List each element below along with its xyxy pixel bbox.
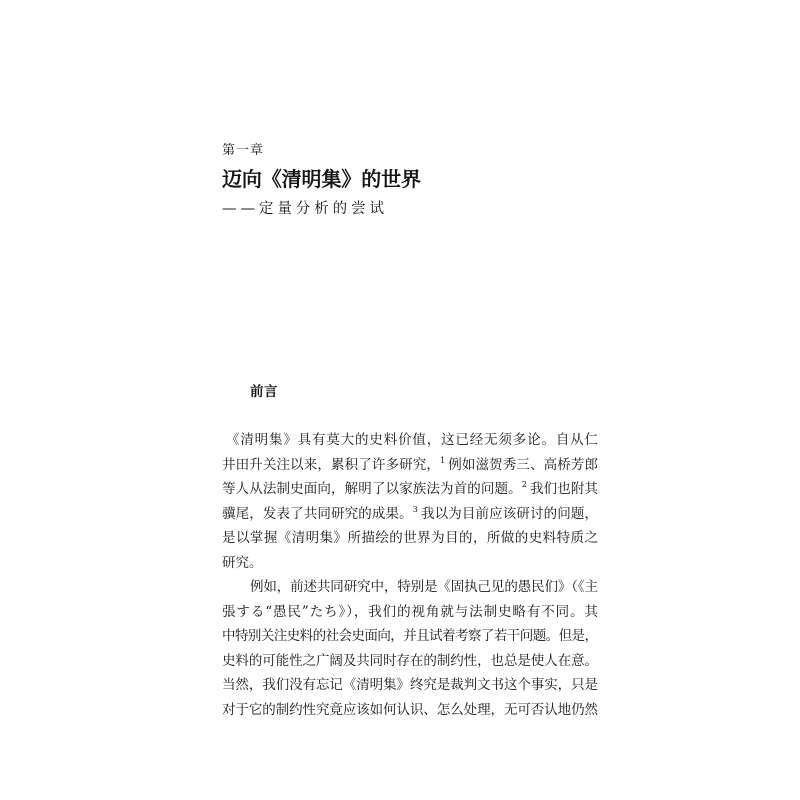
line-text: 我以为目前应该研讨的问题， [420,505,599,522]
text-line: 史料的可能性之广阔及共同时存在的制约性，也总是使人在意。 [222,652,598,669]
line-text: 骥尾，发表了共同研究的成果。 [222,505,413,522]
section-heading: 前言 [250,384,278,400]
text-line: 中特别关注史料的社会史面向，并且试着考察了若干问题。但是， [222,628,598,644]
text-line: 《清明集》具有莫大的史料价值，这已经无须多论。自从仁 [226,432,599,448]
text-line: 对于它的制约性究竟应该如何认识、怎么处理，无可否认地仍然 [222,701,598,718]
line-text: 井田升关注以来，累积了许多研究， [222,456,441,473]
text-line [222,502,598,527]
paragraph-2 [222,575,598,722]
line-text: 例如滋贺秀三、高桥芳郎 [448,456,599,473]
text-line: 研究。 [222,554,263,571]
text-line: 是以掌握《清明集》所描绘的世界为目的，所做的史料特质之 [222,530,599,546]
text-line: 当然，我们没有忘记《清明集》终究是裁判文书这个事实，只是 [222,677,598,693]
body-text [222,428,598,722]
footnote-ref: 1 [440,455,446,465]
line-text: 等人从法制史面向，解明了以家族法为首的问题。 [222,481,522,497]
text-line: 張する“愚民”たち》），我们的视角就与法制史略有不同。其 [222,603,599,620]
line-text: 我们也附其 [530,481,599,497]
chapter-label: 第一章 [222,143,265,158]
text-line: 例如，前述共同研究中，特别是《固执己见的愚民们》（《主 [250,579,598,595]
footnote-ref: 3 [412,504,418,514]
text-line [222,477,598,502]
paragraph-1 [222,428,598,575]
chapter-title: 迈向《清明集》的世界 [222,167,421,191]
footnote-ref: 2 [521,480,527,489]
text-line [222,453,598,478]
chapter-subtitle: ——定量分析的尝试 [222,201,388,217]
